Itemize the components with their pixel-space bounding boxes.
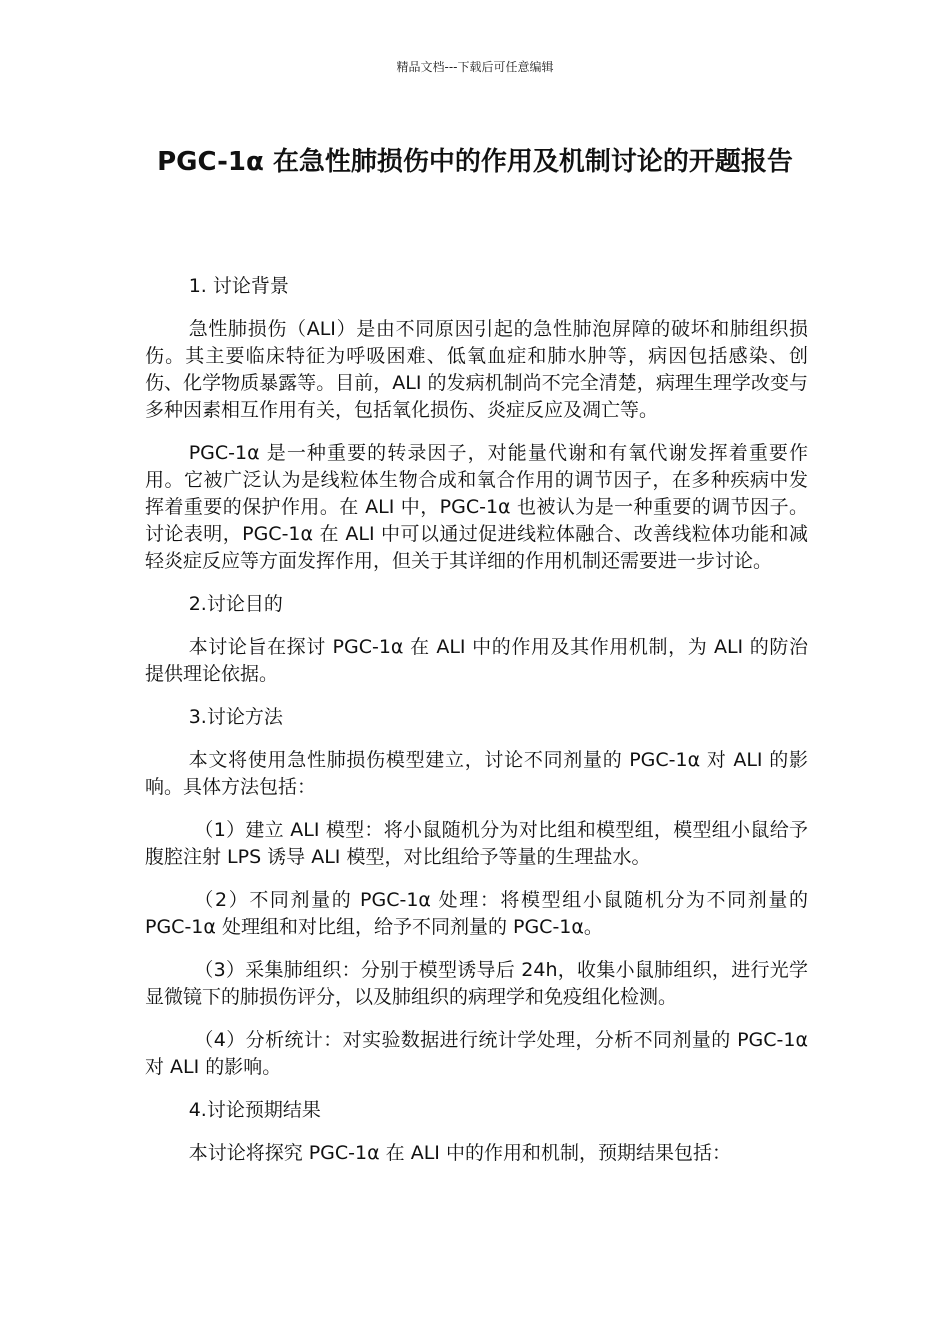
method-step-1: （1）建立 ALI 模型：将小鼠随机分为对比组和模型组，模型组小鼠给予腹腔注射 LPS 诱导 ALI 模型，对比组给予等量的生理盐水。 [145,819,808,868]
method-step-4: （4）分析统计：对实验数据进行统计学处理，分析不同剂量的 PGC-1α 对 ALI 的影响。 [145,1029,808,1078]
section-heading-expected-results: 4.讨论预期结果 [188,1099,321,1121]
method-step-3: （3）采集肺组织：分别于模型诱导后 24h，收集小鼠肺组织，进行光学显微镜下的肺损伤评分，以及肺组织的病理学和免疫组化检测。 [145,959,808,1008]
section-heading-purpose: 2.讨论目的 [188,593,283,615]
paragraph-methods: 本文将使用急性肺损伤模型建立，讨论不同剂量的 PGC-1α 对 ALI 的影响。具体方法包括： [145,749,808,798]
paragraph-expected-results: 本讨论将探究 PGC-1α 在 ALI 中的作用和机制，预期结果包括： [188,1142,731,1164]
section-heading-methods: 3.讨论方法 [188,706,283,728]
section-heading-background: 1. 讨论背景 [188,275,289,297]
page-header: 精品文档---下载后可任意编辑 [396,60,554,74]
document-body [145,273,808,1183]
document-title: PGC-1α 在急性肺损伤中的作用及机制讨论的开题报告 [157,147,793,177]
paragraph-background-1: 急性肺损伤（ALI）是由不同原因引起的急性肺泡屏障的破坏和肺组织损伤。其主要临床特征为呼吸困难、低氧血症和肺水肿等，病因包括感染、创伤、化学物质暴露等。目前，ALI 的发病机制尚不完全清楚，病理生理学改变与多种因素相互作用有关，包括氧化损伤、炎症反应及凋亡等。 [145,318,808,421]
paragraph-background-2: PGC-1α 是一种重要的转录因子，对能量代谢和有氧代谢发挥着重要作用。它被广泛认为是线粒体生物合成和氧合作用的调节因子，在多种疾病中发挥着重要的保护作用。在 ALI 中，PGC-1α 也被认为是一种重要的调节因子。讨论表明，PGC-1α 在 ALI 中可以通过促进线粒体融合、改善线粒体功能和减轻炎症反应等方面发挥作用，但关于其详细的作用机制还需要进一步讨论。 [145,442,808,572]
paragraph-purpose: 本讨论旨在探讨 PGC-1α 在 ALI 中的作用及其作用机制，为 ALI 的防治提供理论依据。 [145,636,808,685]
method-step-2: （2）不同剂量的 PGC-1α 处理：将模型组小鼠随机分为不同剂量的 PGC-1α 处理组和对比组，给予不同剂量的 PGC-1α。 [145,889,808,938]
